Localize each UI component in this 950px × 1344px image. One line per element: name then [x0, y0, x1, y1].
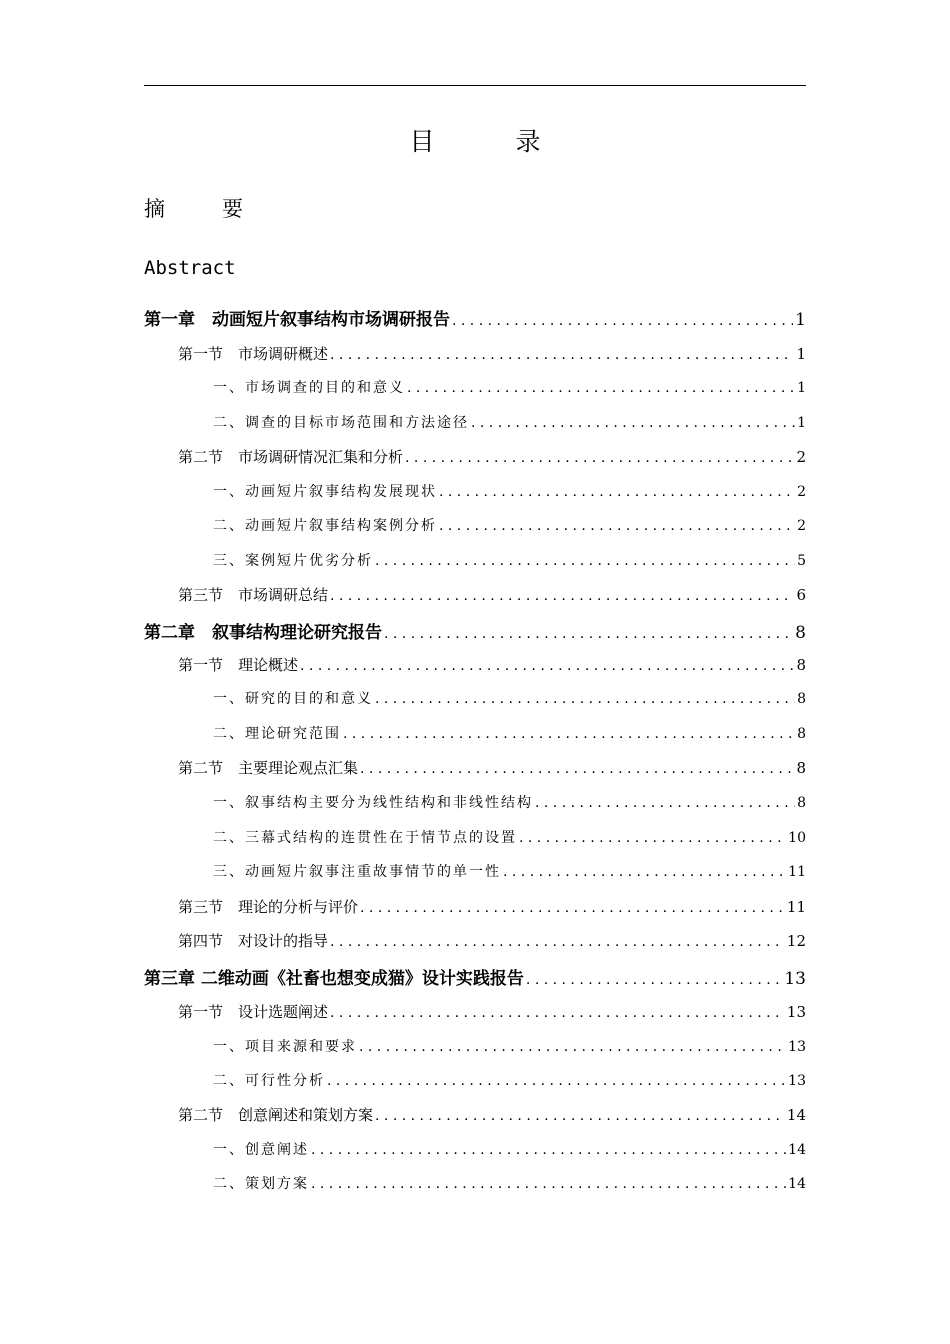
toc-entry-page-number: 14 [786, 1106, 806, 1124]
toc-leader-dots [535, 795, 795, 811]
toc-entry[interactable] [213, 1070, 806, 1092]
toc-entry-label: 二、策划方案 [213, 1176, 309, 1192]
toc-entry-page-number: 14 [788, 1176, 806, 1192]
toc-entry[interactable] [144, 305, 806, 329]
toc-leader-dots [439, 484, 795, 500]
toc-entry-label: 二、动画短片叙事结构案例分析 [213, 518, 437, 534]
toc-entry-page-number: 5 [797, 553, 806, 569]
toc-entry[interactable] [178, 1001, 806, 1023]
toc-entry-label: 二、三幕式结构的连贯性在于情节点的设置 [213, 830, 517, 846]
toc-entry-page-number: 11 [788, 864, 806, 880]
toc-entry-label: 第四节 对设计的指导 [178, 932, 329, 950]
toc-entry-label: 第二节 市场调研情况汇集和分析 [178, 448, 404, 466]
toc-leader-dots [359, 1039, 786, 1055]
toc-entry-page-number: 13 [788, 1039, 806, 1055]
toc-entry-page-number: 8 [797, 691, 806, 707]
toc-leader-dots [439, 518, 795, 534]
toc-entry[interactable] [213, 1139, 806, 1161]
toc-entry[interactable] [213, 792, 806, 814]
toc-entry-page-number: 2 [797, 484, 806, 500]
toc-entry-label: 第二章 叙事结构理论研究报告 [144, 623, 382, 643]
toc-entry-page-number: 1 [796, 345, 806, 363]
toc-entry[interactable] [213, 723, 806, 745]
toc-leader-dots [375, 691, 795, 707]
toc-entry[interactable] [213, 688, 806, 710]
toc-leader-dots [300, 658, 794, 674]
toc-entry[interactable] [178, 757, 806, 779]
toc-entry-label: 三、案例短片优劣分析 [213, 553, 373, 569]
toc-leader-dots [311, 1176, 786, 1192]
toc-leader-dots [330, 934, 785, 950]
toc-entry-label: 第一章 动画短片叙事结构市场调研报告 [144, 310, 450, 330]
toc-leader-dots [405, 450, 794, 466]
toc-entry[interactable] [213, 377, 806, 399]
toc-entry-page-number: 8 [796, 759, 806, 777]
toc-entry-page-number: 1 [795, 310, 806, 330]
toc-entry[interactable] [178, 343, 806, 365]
toc-leader-dots [360, 900, 785, 916]
toc-entry-page-number: 1 [797, 380, 806, 396]
toc-entry[interactable] [213, 861, 806, 883]
toc-entry-label: 第一节 理论概述 [178, 656, 299, 674]
toc-entry[interactable] [178, 1104, 806, 1126]
toc-leader-dots [375, 553, 795, 569]
toc-leader-dots [384, 626, 793, 642]
toc-entry-label: 第二节 主要理论观点汇集 [178, 759, 359, 777]
toc-leader-dots [330, 347, 794, 363]
toc-entry[interactable] [213, 1036, 806, 1058]
toc-entry-page-number: 8 [797, 726, 806, 742]
toc-leader-dots [330, 1005, 785, 1021]
toc-leader-dots [375, 1108, 785, 1124]
toc-entry-page-number: 6 [796, 586, 806, 604]
toc-entry-page-number: 14 [788, 1142, 806, 1158]
toc-entry-label: 二、可行性分析 [213, 1073, 325, 1089]
toc-entry-page-number: 2 [797, 518, 806, 534]
page-title: 目 录 [409, 127, 569, 156]
toc-leader-dots [526, 972, 782, 988]
toc-leader-dots [311, 1142, 786, 1158]
toc-entry-page-number: 8 [797, 795, 806, 811]
toc-entry-label: 第三章 二维动画《社畜也想变成猫》设计实践报告 [144, 969, 524, 989]
toc-entry-label: 一、项目来源和要求 [213, 1039, 357, 1055]
toc-entry-label: 第一节 设计选题阐述 [178, 1003, 329, 1021]
toc-entry-page-number: 13 [786, 1003, 806, 1021]
toc-entry-page-number: 2 [796, 448, 806, 466]
toc-entry-label: 第三节 市场调研总结 [178, 586, 329, 604]
toc-entry-label: 一、叙事结构主要分为线性结构和非线性结构 [213, 795, 533, 811]
toc-entry-label: 第三节 理论的分析与评价 [178, 898, 359, 916]
toc-leader-dots [327, 1073, 786, 1089]
toc-entry[interactable] [178, 896, 806, 918]
toc-entry-label: 二、调查的目标市场范围和方法途径 [213, 415, 469, 431]
toc-entry-page-number: 13 [784, 969, 806, 989]
toc-entry-abstract-cn[interactable]: 摘 要 [144, 197, 261, 221]
toc-leader-dots [360, 761, 794, 777]
toc-leader-dots [330, 588, 794, 604]
toc-entry-label: 一、市场调查的目的和意义 [213, 380, 405, 396]
toc-entry-label: 三、动画短片叙事注重故事情节的单一性 [213, 864, 501, 880]
toc-leader-dots [471, 415, 795, 431]
toc-entry-label: 一、研究的目的和意义 [213, 691, 373, 707]
header-rule [144, 85, 806, 86]
toc-entry-page-number: 11 [786, 898, 806, 916]
toc-leader-dots [343, 726, 795, 742]
toc-entry[interactable] [178, 654, 806, 676]
toc-entry[interactable] [213, 481, 806, 503]
toc-entry-label: 一、创意阐述 [213, 1142, 309, 1158]
toc-entry[interactable] [144, 618, 806, 642]
toc-entry[interactable] [213, 827, 806, 849]
toc-entry-page-number: 12 [786, 932, 806, 950]
toc-entry-page-number: 13 [788, 1073, 806, 1089]
toc-entry-label: 第一节 市场调研概述 [178, 345, 329, 363]
toc-entry[interactable] [213, 550, 806, 572]
toc-entry[interactable] [144, 964, 806, 988]
toc-entry-page-number: 10 [788, 830, 806, 846]
toc-entry-label: 一、动画短片叙事结构发展现状 [213, 484, 437, 500]
toc-entry-label: 第二节 创意阐述和策划方案 [178, 1106, 374, 1124]
toc-entry[interactable] [178, 930, 806, 952]
toc-entry[interactable] [178, 584, 806, 606]
toc-entry-page-number: 8 [795, 623, 806, 643]
toc-entry-label: 二、理论研究范围 [213, 726, 341, 742]
toc-entry[interactable] [213, 515, 806, 537]
toc-leader-dots [503, 864, 786, 880]
toc-leader-dots [519, 830, 786, 846]
toc-entry[interactable] [213, 412, 806, 434]
toc-leader-dots [452, 313, 793, 329]
toc-entry-page-number: 1 [797, 415, 806, 431]
toc-entry-page-number: 8 [796, 656, 806, 674]
toc-entry[interactable] [178, 446, 806, 468]
toc-leader-dots [407, 380, 795, 396]
toc-entry-abstract-en[interactable]: Abstract [144, 257, 236, 279]
toc-entry[interactable] [213, 1173, 806, 1195]
